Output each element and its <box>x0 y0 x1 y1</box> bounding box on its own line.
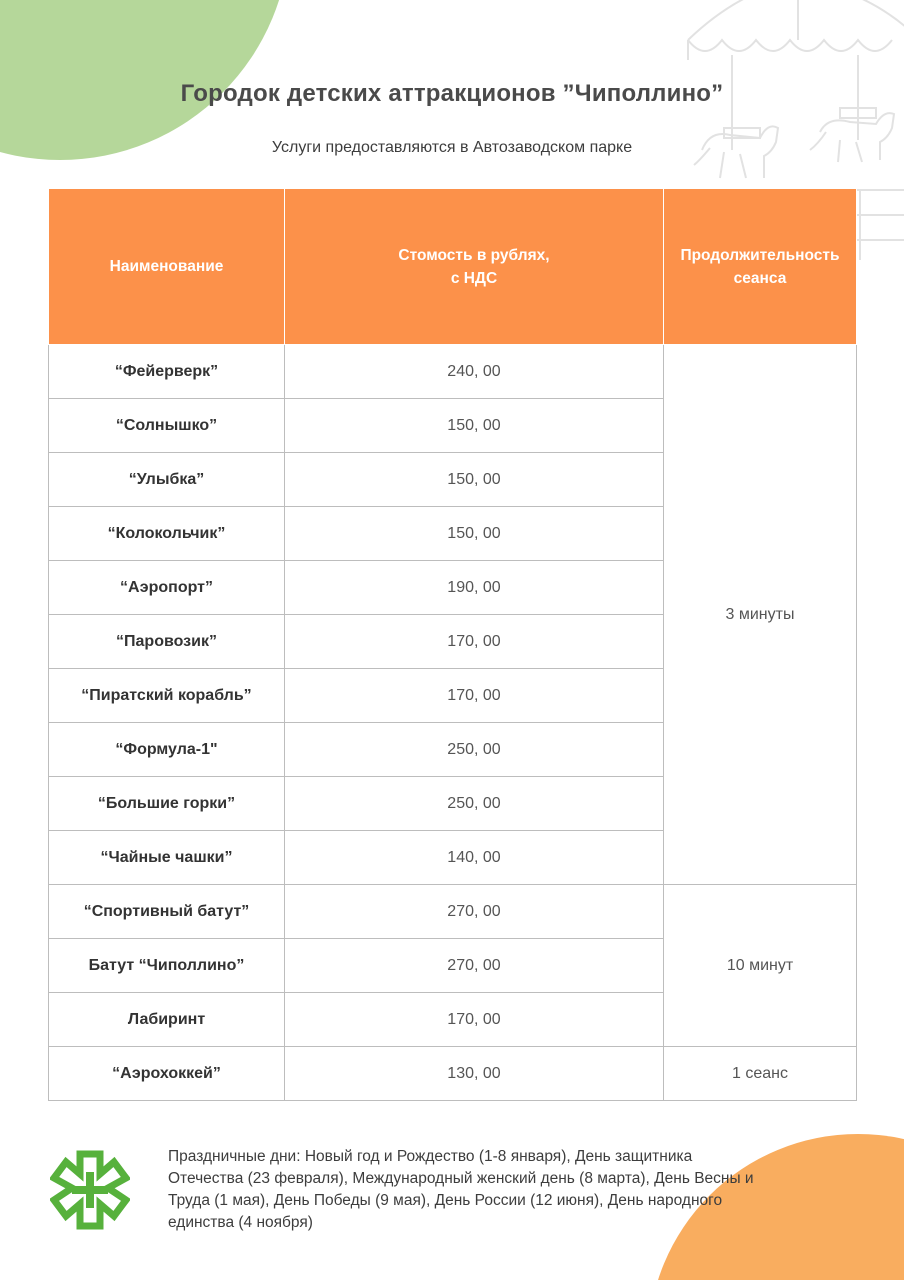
table-header-row <box>49 189 857 345</box>
attraction-name: “Аэрохоккей” <box>49 1047 285 1101</box>
attraction-name: “Фейерверк” <box>49 345 285 399</box>
attraction-name: “Пиратский корабль” <box>49 669 285 723</box>
attraction-name: “Большие горки” <box>49 777 285 831</box>
attraction-price: 190, 00 <box>285 561 664 615</box>
attraction-price: 170, 00 <box>285 993 664 1047</box>
holidays-note: Праздничные дни: Новый год и Рождество (1-8 января), День защитника Отечества (23 февраля), Международный женский день (8 марта), День Весны и Труда (1 мая), День Победы (9 мая), День России (12 июня), День народного единства (4 ноября) <box>168 1148 754 1231</box>
table-row <box>49 1047 857 1101</box>
attraction-name: “Чайные чашки” <box>49 831 285 885</box>
attraction-price: 140, 00 <box>285 831 664 885</box>
duration-cell: 10 минут <box>664 885 857 1047</box>
attraction-price: 170, 00 <box>285 615 664 669</box>
attraction-name: Батут “Чиполлино” <box>49 939 285 993</box>
attraction-name: “Спортивный батут” <box>49 885 285 939</box>
attraction-price: 150, 00 <box>285 399 664 453</box>
header-price: Стомость в рублях, с НДС <box>285 189 664 345</box>
attraction-price: 130, 00 <box>285 1047 664 1101</box>
attraction-price: 250, 00 <box>285 777 664 831</box>
attraction-price: 150, 00 <box>285 507 664 561</box>
attraction-price: 250, 00 <box>285 723 664 777</box>
snowflake-asterisk-logo-icon <box>50 1150 130 1230</box>
attraction-name: “Аэропорт” <box>49 561 285 615</box>
table-row <box>49 345 857 399</box>
attraction-price: 170, 00 <box>285 669 664 723</box>
page-title: Городок детских аттракционов ”Чиполлино” <box>180 80 724 107</box>
attraction-price: 150, 00 <box>285 453 664 507</box>
page-subtitle: Услуги предоставляются в Автозаводском парке <box>271 139 633 156</box>
duration-cell: 1 сеанс <box>664 1047 857 1101</box>
header-name: Наименование <box>49 189 285 345</box>
attraction-name: Лабиринт <box>49 993 285 1047</box>
price-table <box>48 188 857 1101</box>
attraction-name: “Паровозик” <box>49 615 285 669</box>
attraction-price: 240, 00 <box>285 345 664 399</box>
attraction-price: 270, 00 <box>285 939 664 993</box>
duration-cell: 3 минуты <box>664 345 857 885</box>
attraction-price: 270, 00 <box>285 885 664 939</box>
header-duration: Продолжительность сеанса <box>664 189 857 345</box>
attraction-name: “Формула-1" <box>49 723 285 777</box>
table-row <box>49 885 857 939</box>
attraction-name: “Колокольчик” <box>49 507 285 561</box>
attraction-name: “Улыбка” <box>49 453 285 507</box>
attraction-name: “Солнышко” <box>49 399 285 453</box>
